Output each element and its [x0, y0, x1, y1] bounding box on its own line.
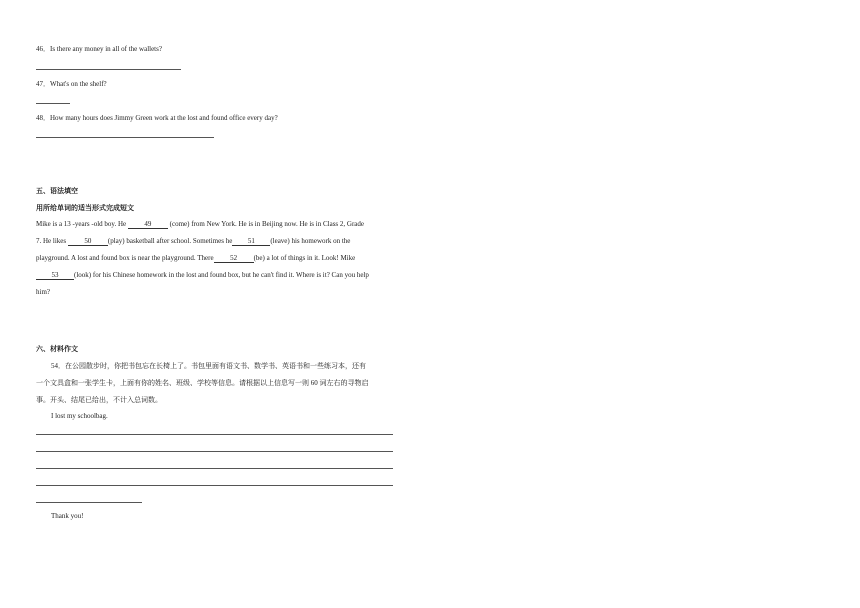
passage-text: (come) from New York. He is in Beijing now. He is in Class 2, Grade [167, 220, 364, 228]
question-48: 48．How many hours does Jimmy Green work at the lost and found office every day? [36, 114, 278, 122]
blank-50[interactable]: 50 [68, 237, 108, 246]
section-5-instruction: 用所给单词的适当形式完成短文 [36, 204, 134, 212]
section-6-title: 六、材料作文 [36, 345, 78, 353]
passage-line-3 [36, 254, 355, 263]
writing-prompt-line-1: 54．在公园散步时，你把书包忘在长椅上了。书包里面有语文书、数学书、英语书和一些练习本，还有 [51, 362, 366, 370]
writing-line-5[interactable] [36, 502, 142, 503]
passage-line-2 [36, 237, 350, 246]
blank-53[interactable]: 53 [36, 271, 74, 280]
passage-text: (leave) his homework on the [270, 237, 351, 245]
writing-prompt-line-3: 事。开头、结尾已给出，不计入总词数。 [36, 396, 162, 404]
passage-text: Mike is a 13 -years -old boy. He [36, 220, 128, 228]
passage-line-1 [36, 220, 364, 229]
passage-line-4 [36, 271, 369, 280]
question-46: 46．Is there any money in all of the wallets? [36, 45, 162, 53]
passage-text: (be) a lot of things in it. Look! Mike [253, 254, 356, 262]
passage-line-5: him? [36, 288, 50, 296]
answer-line-47[interactable] [36, 103, 70, 104]
passage-text: (play) basketball after school. Sometimes he [107, 237, 233, 245]
writing-line-2[interactable] [36, 451, 393, 452]
answer-line-48[interactable] [36, 137, 214, 138]
passage-text: 7. He likes [36, 237, 68, 245]
writing-line-4[interactable] [36, 485, 393, 486]
blank-49[interactable]: 49 [128, 220, 168, 229]
blank-52[interactable]: 52 [214, 254, 254, 263]
section-5-title: 五、语法填空 [36, 187, 78, 195]
question-47: 47．What's on the shelf? [36, 80, 107, 88]
writing-line-3[interactable] [36, 468, 393, 469]
answer-line-46[interactable] [36, 69, 181, 70]
passage-text: (look) for his Chinese homework in the lost and found box, but he can't find it. Where is it? Can you help [74, 271, 369, 279]
passage-text: playground. A lost and found box is near the playground. There [36, 254, 214, 262]
writing-line-1[interactable] [36, 434, 393, 435]
writing-closing: Thank you! [51, 512, 84, 520]
blank-51[interactable]: 51 [232, 237, 270, 246]
writing-prompt-line-2: 一个文具盒和一张学生卡，上面有你的姓名、班级、学校等信息。请根据以上信息写一则 60 词左右的寻物启 [36, 379, 369, 387]
writing-opening: I lost my schoolbag. [51, 412, 108, 420]
